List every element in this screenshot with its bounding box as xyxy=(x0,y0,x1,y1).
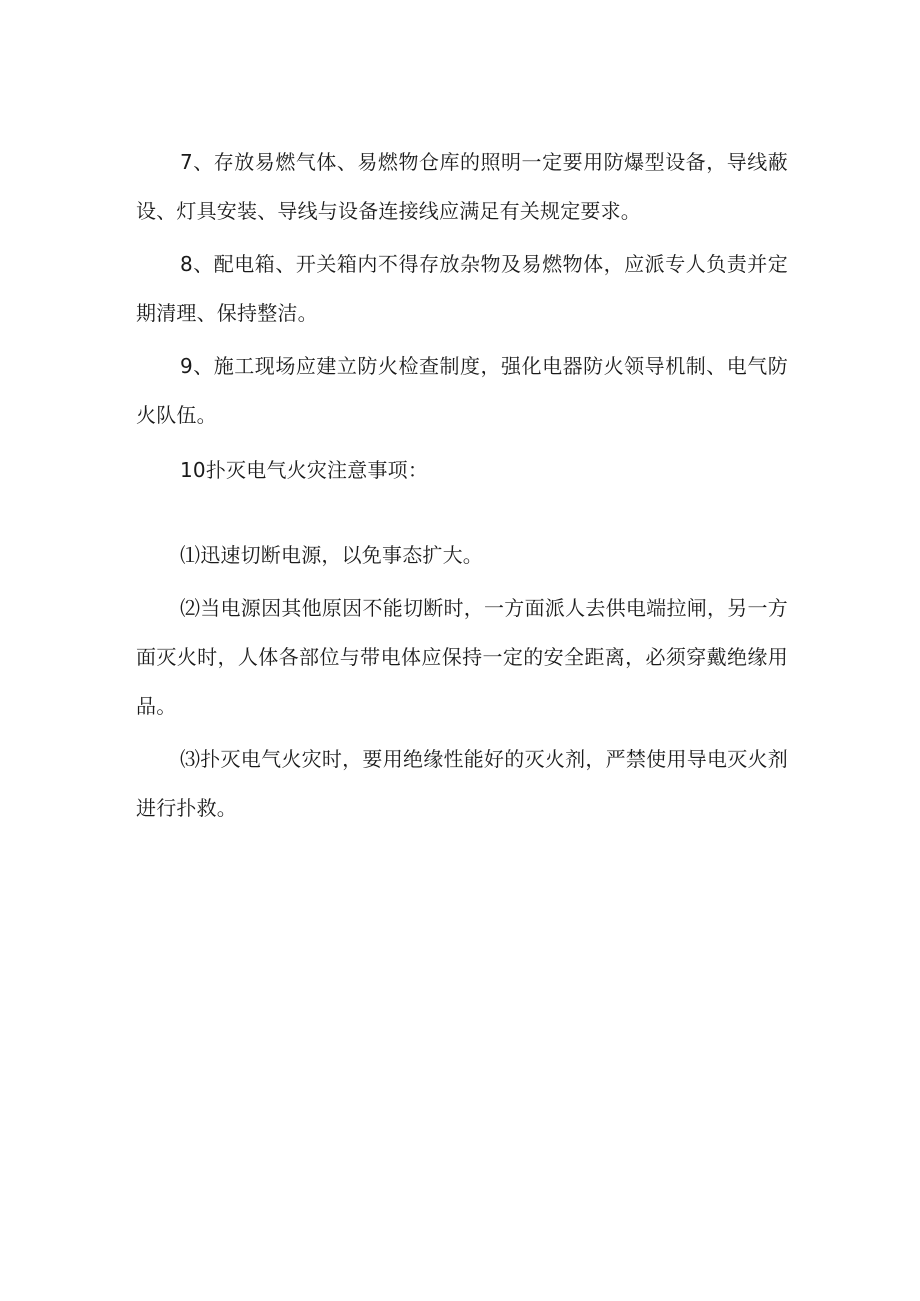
paragraph-item-8: 8、配电箱、开关箱内不得存放杂物及易燃物体，应派专人负责并定期清理、保持整洁。 xyxy=(136,252,788,325)
document-body xyxy=(136,138,788,833)
section-heading-fire-precautions: 10扑灭电气火灾注意事项： xyxy=(180,458,429,482)
paragraph-subitem-1: ⑴迅速切断电源，以免事态扩大。 xyxy=(180,543,483,567)
paragraph-subitem-2: ⑵当电源因其他原因不能切断时，一方面派人去供电端拉闸，另一方面灭火时，人体各部位与带电体应保持一定的安全距离，必须穿戴绝缘用品。 xyxy=(136,596,788,718)
paragraph-subitem-3: ⑶扑灭电气火灾时，要用绝缘性能好的灭火剂，严禁使用导电灭火剂进行扑救。 xyxy=(136,747,788,820)
paragraph-item-9: 9、施工现场应建立防火检查制度，强化电器防火领导机制、电气防火队伍。 xyxy=(136,354,788,427)
paragraph-item-7: 7、存放易燃气体、易燃物仓库的照明一定要用防爆型设备，导线蔽设、灯具安装、导线与设备连接线应满足有关规定要求。 xyxy=(136,150,788,223)
